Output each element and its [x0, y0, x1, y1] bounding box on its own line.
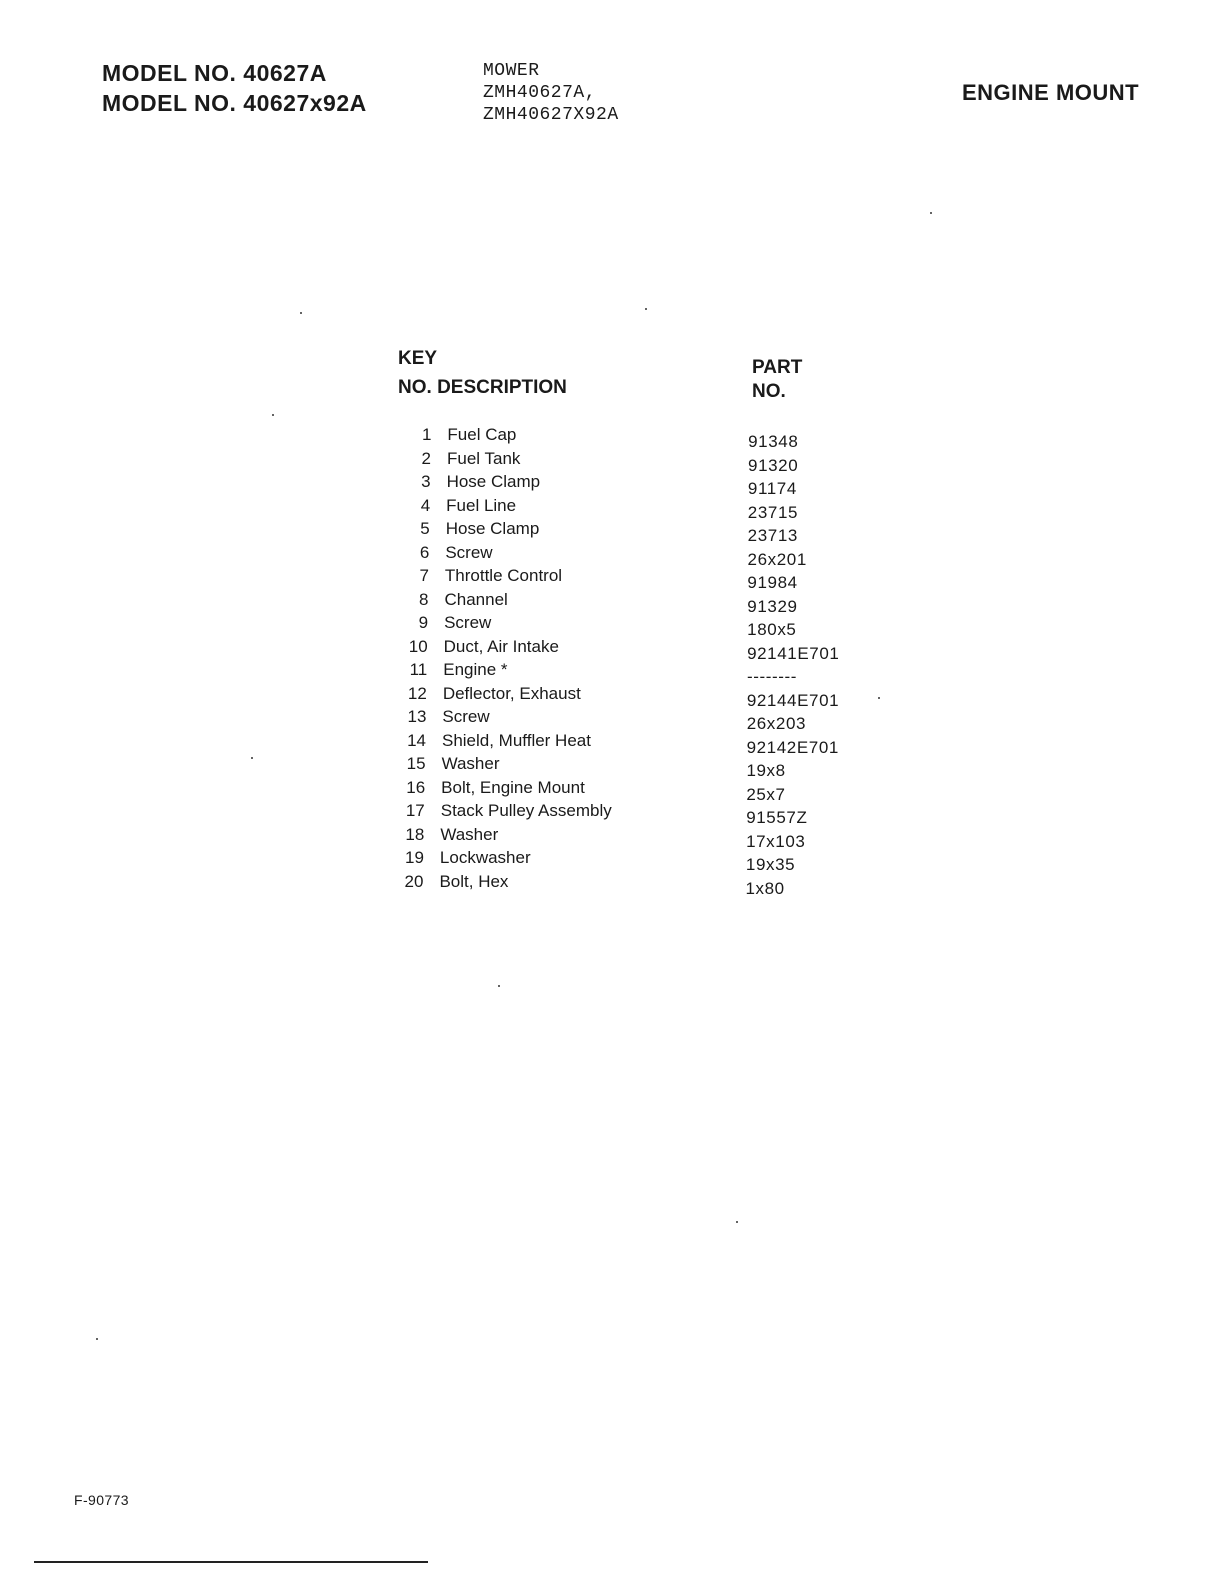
key-number: 19 — [404, 848, 424, 867]
key-number: 4 — [420, 495, 431, 515]
bottom-rule — [34, 1561, 428, 1563]
part-description: Bolt, Hex — [439, 871, 509, 891]
part-description: Fuel Line — [446, 495, 517, 515]
part-no-header-label: NO. — [752, 381, 786, 402]
form-code: F-90773 — [74, 1492, 129, 1508]
part-description: Hose Clamp — [446, 472, 541, 491]
part-description: Washer — [441, 754, 500, 773]
part-description: Channel — [444, 589, 508, 609]
scan-speck — [498, 985, 500, 987]
model-number-line: MODEL NO. 40627x92A — [102, 90, 367, 116]
key-number: 11 — [409, 660, 428, 679]
part-description: Fuel Tank — [447, 448, 521, 468]
part-number: 23715 — [747, 502, 799, 522]
key-number: 10 — [408, 636, 428, 656]
part-number: 25x7 — [746, 784, 786, 804]
scan-speck — [272, 414, 274, 416]
part-description: Washer — [440, 824, 499, 844]
scan-speck — [736, 1221, 738, 1223]
part-description: Screw — [442, 707, 490, 726]
scan-speck — [300, 312, 302, 314]
model-numbers — [102, 58, 367, 118]
part-number: 23713 — [747, 526, 798, 545]
part-description: Engine * — [443, 660, 508, 679]
part-number: -------- — [746, 667, 798, 686]
key-number: 17 — [405, 801, 425, 820]
key-number: 12 — [407, 683, 427, 703]
key-header: KEY — [398, 348, 438, 369]
part-description: Stack Pulley Assembly — [440, 801, 612, 820]
key-number: 16 — [406, 777, 426, 797]
part-number: 26x201 — [747, 549, 807, 569]
part-number: 91329 — [747, 596, 798, 616]
section-title: ENGINE MOUNT — [962, 80, 1140, 105]
part-number: 17x103 — [746, 831, 806, 851]
key-number: 13 — [407, 707, 427, 726]
part-description: Bolt, Engine Mount — [441, 777, 585, 797]
part-number: 180x5 — [747, 620, 797, 639]
key-number: 7 — [419, 566, 429, 585]
key-number: 18 — [405, 824, 425, 844]
scan-speck — [878, 697, 880, 699]
scan-speck — [645, 308, 647, 310]
mower-line: ZMH40627X92A — [483, 105, 619, 125]
part-number: 92144E701 — [746, 690, 840, 710]
part-no-header — [752, 356, 802, 404]
part-number: 91984 — [747, 573, 798, 592]
model-number-line: MODEL NO. 40627A — [102, 60, 327, 86]
key-number: 6 — [419, 542, 430, 562]
part-description: Duct, Air Intake — [443, 636, 559, 656]
part-number: 91348 — [748, 432, 799, 451]
part-description: Lockwasher — [439, 848, 531, 867]
description-header-label: DESCRIPTION — [437, 377, 567, 398]
mower-models — [483, 60, 619, 126]
parts-list — [390, 423, 870, 898]
key-number: 15 — [406, 754, 426, 773]
key-number: 3 — [421, 472, 431, 491]
part-number: 91557Z — [746, 808, 808, 827]
part-number: 19x35 — [745, 855, 796, 874]
key-number: 1 — [421, 425, 432, 444]
part-number: 1x80 — [745, 878, 785, 898]
part-number: 26x203 — [746, 714, 807, 733]
key-number: 5 — [420, 519, 430, 538]
part-description: Screw — [445, 542, 493, 562]
part-description: Shield, Muffler Heat — [441, 730, 591, 750]
key-number: 8 — [419, 589, 429, 609]
scan-speck — [251, 757, 253, 759]
no-header-label: NO. — [398, 377, 432, 398]
part-number: 92142E701 — [746, 737, 839, 757]
scan-speck — [96, 1338, 98, 1340]
part-number: 91174 — [747, 479, 797, 498]
part-description: Fuel Cap — [447, 425, 517, 444]
part-number: 92141E701 — [747, 643, 840, 663]
scan-speck — [930, 212, 932, 214]
no-description-header — [398, 376, 567, 400]
mower-line: ZMH40627A, — [483, 83, 597, 103]
key-number: 20 — [404, 871, 424, 891]
part-description: Throttle Control — [444, 566, 563, 585]
part-description: Hose Clamp — [445, 519, 540, 538]
part-number: 91320 — [748, 455, 799, 475]
key-number: 2 — [421, 448, 431, 468]
mower-line: MOWER — [483, 61, 540, 81]
part-header-label: PART — [752, 357, 803, 378]
part-number: 19x8 — [746, 761, 786, 780]
key-number: 14 — [407, 730, 426, 750]
key-number: 9 — [418, 613, 429, 632]
table-row — [398, 423, 870, 451]
part-description: Screw — [444, 613, 492, 632]
part-description: Deflector, Exhaust — [442, 683, 581, 703]
